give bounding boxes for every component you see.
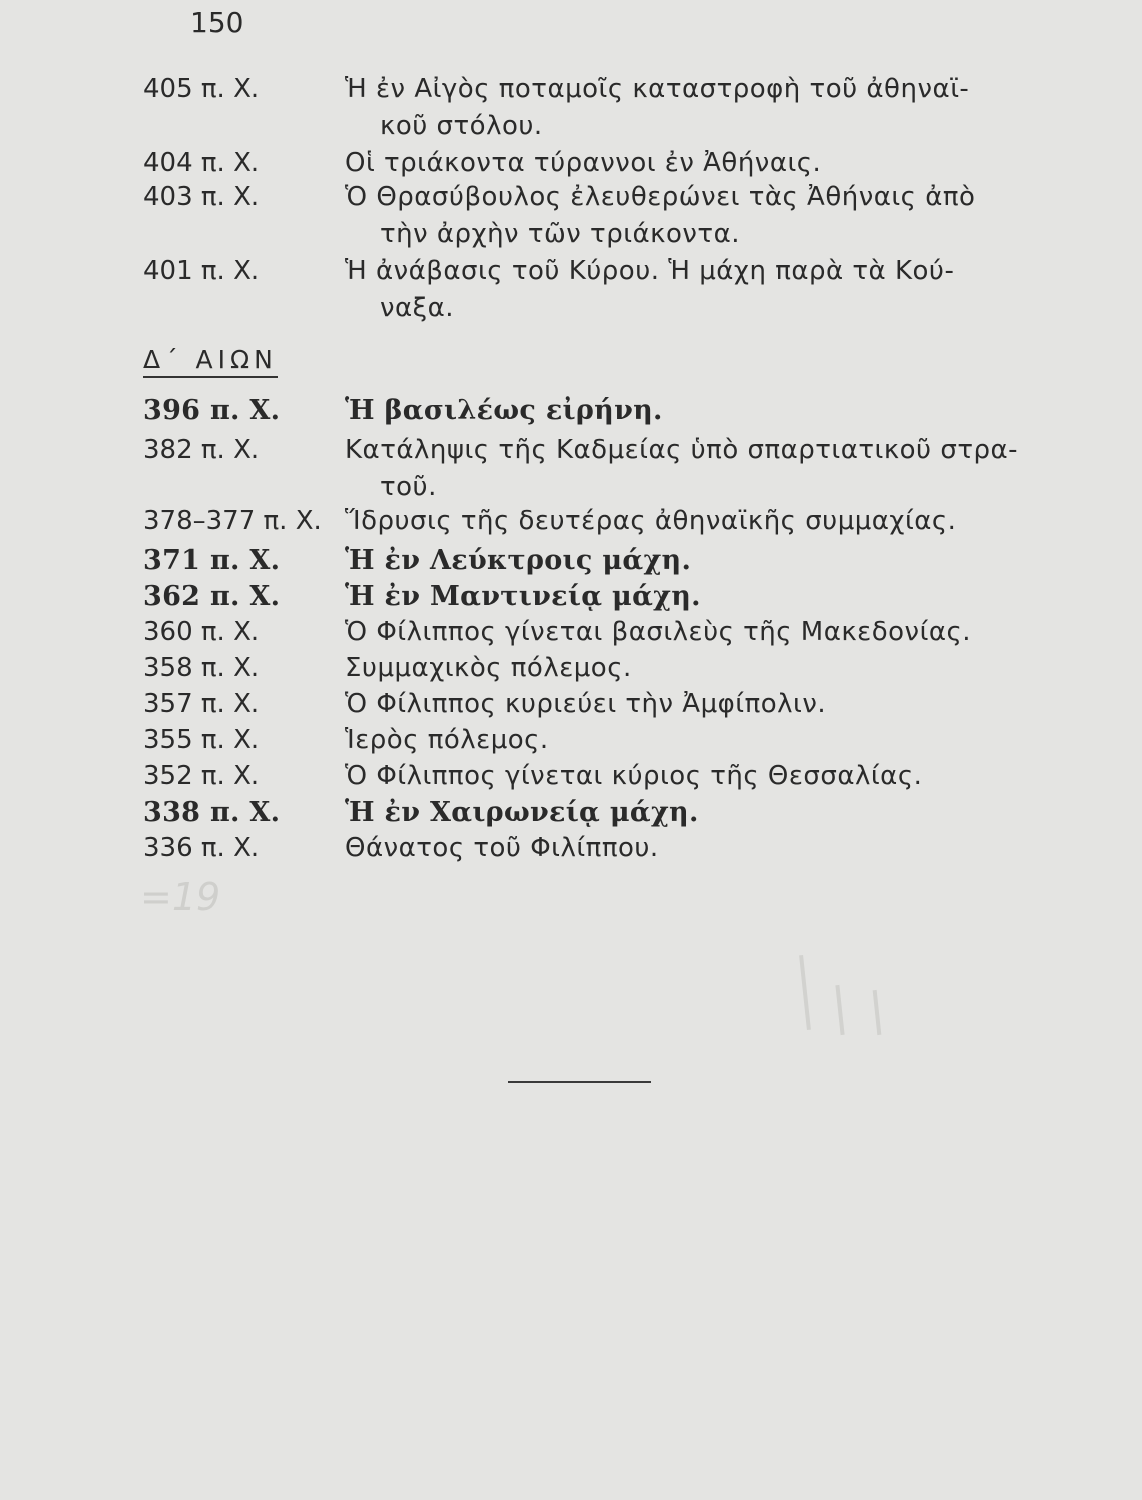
- pencil-stroke: [835, 985, 844, 1035]
- entry-event: Ὁ Θρασύβουλος ἐλευθερώνει τὰς Ἀθήναις ἀπὸ: [345, 182, 976, 212]
- entry-date: 396 π. Χ.: [143, 395, 281, 426]
- entry-date: 336 π. Χ.: [143, 833, 260, 863]
- entry-date: 358 π. Χ.: [143, 653, 260, 683]
- entry-date: 352 π. Χ.: [143, 761, 260, 791]
- entry-date: 378–377 π. Χ.: [143, 506, 322, 536]
- entry-event: Κατάληψις τῆς Καδμείας ὑπὸ σπαρτιατικοῦ στρα-: [345, 435, 1019, 465]
- entry-date: 338 π. Χ.: [143, 797, 281, 828]
- entry-event: Ἡ ἐν Λεύκτροις μάχη.: [345, 545, 692, 576]
- entry-date: 360 π. Χ.: [143, 617, 260, 647]
- pencil-stroke: [799, 955, 811, 1030]
- section-heading: Δ΄ ΑΙΩΝ: [143, 345, 278, 378]
- entry-event-continuation: κοῦ στόλου.: [380, 111, 543, 141]
- entry-date: 362 π. Χ.: [143, 581, 281, 612]
- entry-date: 403 π. Χ.: [143, 182, 260, 212]
- entry-event-continuation: τοῦ.: [380, 472, 437, 502]
- entry-event-continuation: τὴν ἀρχὴν τῶν τριάκοντα.: [380, 219, 740, 249]
- entry-date: 357 π. Χ.: [143, 689, 260, 719]
- entry-event: Ἡ ἐν Αἰγὸς ποταμοῖς καταστροφὴ τοῦ ἀθηναϊ-: [345, 74, 970, 104]
- entry-event: Ὁ Φίλιππος γίνεται βασιλεὺς τῆς Μακεδονίας.: [345, 617, 972, 647]
- entry-date: 355 π. Χ.: [143, 725, 260, 755]
- entry-date: 405 π. Χ.: [143, 74, 260, 104]
- entry-event: Θάνατος τοῦ Φιλίππου.: [345, 833, 659, 863]
- entry-event: Ἡ ἐν Μαντινείᾳ μάχη.: [345, 581, 701, 612]
- entry-event: Ἱερὸς πόλεμος.: [345, 725, 549, 755]
- entry-event: Ὁ Φίλιππος κυριεύει τὴν Ἀμφίπολιν.: [345, 689, 827, 719]
- end-rule: [508, 1081, 651, 1083]
- entry-event: Ἡ ἀνάβασις τοῦ Κύρου. Ἡ μάχη παρὰ τὰ Κού-: [345, 256, 955, 286]
- entry-event: Ἡ ἐν Χαιρωνείᾳ μάχη.: [345, 797, 699, 828]
- entry-date: 382 π. Χ.: [143, 435, 260, 465]
- entry-event: Οἱ τριάκοντα τύραννοι ἐν Ἀθήναις.: [345, 148, 822, 178]
- entry-date: 401 π. Χ.: [143, 256, 260, 286]
- entry-date: 404 π. Χ.: [143, 148, 260, 178]
- entry-event: Ἡ βασιλέως εἰρήνη.: [345, 395, 663, 426]
- pencil-mark: =19: [140, 875, 221, 919]
- entry-event-continuation: ναξα.: [380, 293, 455, 323]
- entry-date: 371 π. Χ.: [143, 545, 281, 576]
- entry-event: Συμμαχικὸς πόλεμος.: [345, 653, 632, 683]
- page-number: 150: [190, 6, 244, 39]
- entry-event: Ὁ Φίλιππος γίνεται κύριος τῆς Θεσσαλίας.: [345, 761, 923, 791]
- entry-event: Ἵδρυσις τῆς δευτέρας ἀθηναϊκῆς συμμαχίας.: [345, 506, 957, 536]
- pencil-stroke: [873, 990, 882, 1035]
